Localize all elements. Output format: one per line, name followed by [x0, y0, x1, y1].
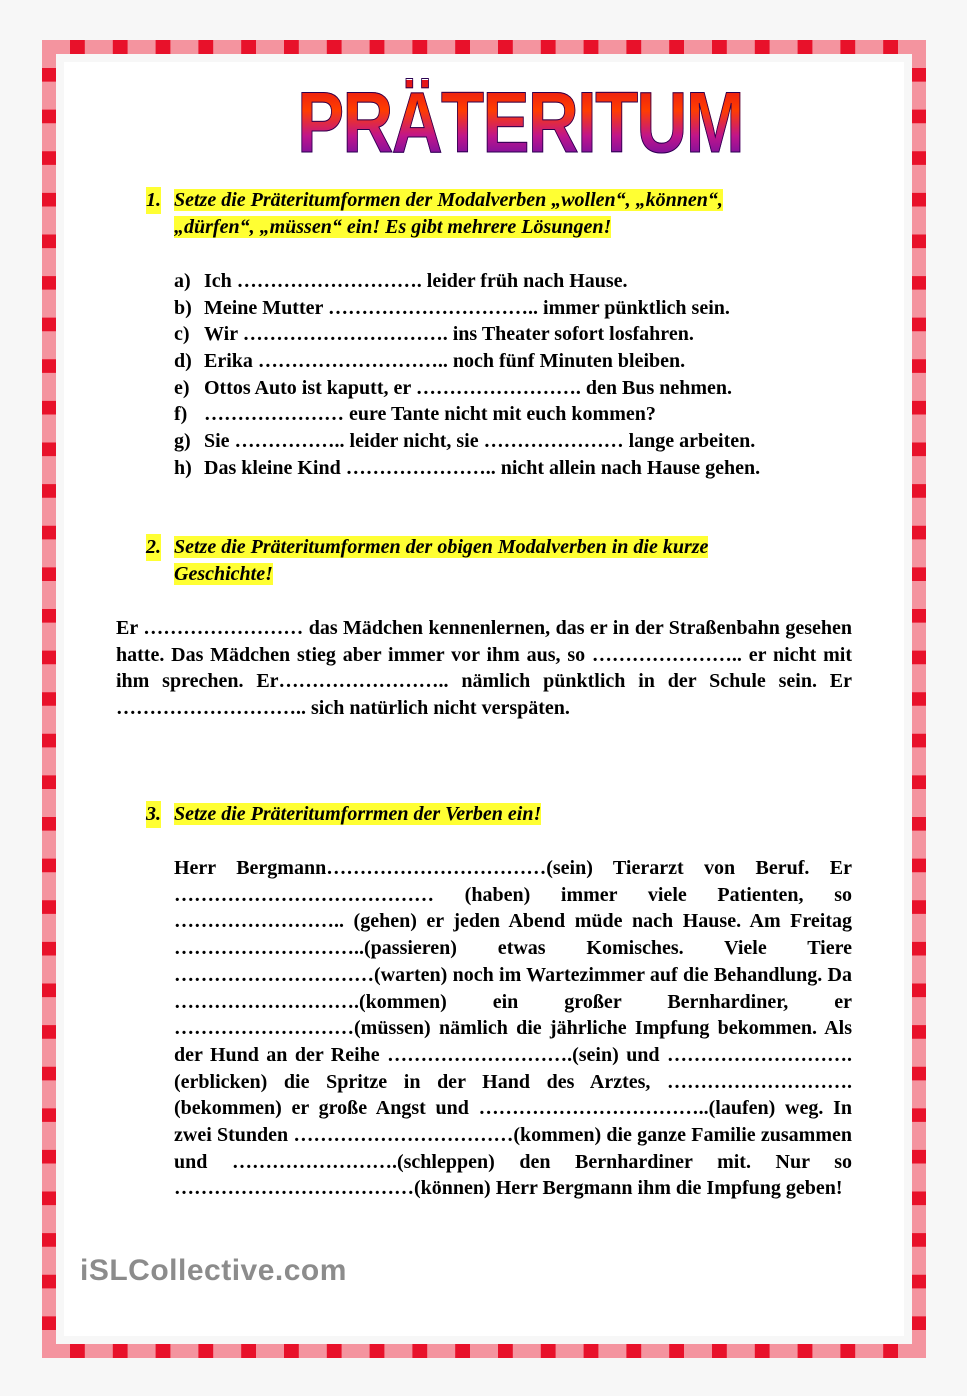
item-text: Ich ………………………. leider früh nach Hause.	[204, 270, 628, 292]
task-1-exercise-list	[174, 268, 760, 482]
item-text: Erika ……………………….. noch fünf Minuten bleiben.	[204, 350, 686, 373]
task-3-line-1: Setze die Präteritumforrmen der Verben ein!	[174, 803, 542, 825]
task-1-number: 1.	[146, 187, 161, 214]
exercise-item	[174, 455, 760, 482]
exercise-item	[174, 295, 760, 322]
worksheet-title: PRÄTERITUM	[94, 80, 947, 166]
item-label: e)	[174, 376, 190, 399]
item-label: a)	[174, 270, 191, 292]
item-label: f)	[174, 403, 188, 426]
task-2-instruction	[146, 534, 708, 588]
task-2-number: 2.	[146, 534, 161, 561]
task-2-line-1: Setze die Präteritumformen der obigen Modalverben in die kurze	[174, 536, 709, 558]
exercise-item	[174, 348, 760, 375]
item-text: ………………… eure Tante nicht mit euch kommen?	[204, 403, 656, 426]
exercise-item	[174, 375, 760, 402]
item-text: Das kleine Kind ………………….. nicht allein nach Hause gehen.	[204, 456, 761, 479]
task-3-instruction	[146, 801, 541, 828]
task-2-story: Er …………………… das Mädchen kennenlernen, das er in der Straßenbahn gesehen hatte. Das Mädchen stieg aber immer vor ihm aus, so ………………….. er nicht mit ihm sprechen. Er…………………….. nämlich pünktlich in der Schule sein. Er ……………………….. sich natürlich nicht verspäten.	[116, 617, 852, 720]
item-label: d)	[174, 350, 192, 373]
task-3-number: 3.	[146, 801, 161, 828]
item-text: Sie …………….. leider nicht, sie ………………… lange arbeiten.	[204, 430, 756, 453]
exercise-item	[174, 268, 760, 295]
item-label: c)	[174, 323, 190, 346]
item-text: Ottos Auto ist kaputt, er ……………………. den Bus nehmen.	[204, 376, 733, 399]
task-1-line-1: Setze die Präteritumformen der Modalverben „wollen“, „können“,	[174, 189, 723, 211]
watermark-logo: iSLCollective.com	[80, 1254, 347, 1287]
task-1-line-2: „dürfen“, „müssen“ ein! Es gibt mehrere Lösungen!	[174, 216, 612, 238]
item-label: b)	[174, 296, 192, 319]
item-text: Meine Mutter ………………………….. immer pünktlich sein.	[204, 296, 730, 319]
item-label: g)	[174, 430, 191, 453]
item-text: Wir …………………………. ins Theater sofort losfahren.	[204, 323, 694, 346]
exercise-item	[174, 401, 760, 428]
task-3-story: Herr Bergmann……………………………(sein) Tierarzt von Beruf. Er ………………………………… (haben) immer viele Patienten, so …………………….. (gehen) er jeden Abend müde nach Hause. Am Freitag ………………………..(passieren) etwas Komisches. Viele Tiere …………………………(warten) noch im Wartezimmer auf die Behandlung. Da ……………………….(kommen) ein großer Bernhardiner, er ………………………(müssen) nämlich die jährliche Impfung bekommen. Als der Hund an der Reihe ……………………….(sein) und ……………………….(erblicken) die Spritze in der Hand des Arztes, ……………………….(bekommen) er große Angst und ……………………………..(laufen) weg. In zwei Stunden ……………………………(kommen) die ganze Familie zusammen und …………………….(schleppen) den Bernhardiner mit. Nur so ………………………………(können) Herr Bergmann ihm die Impfung geben!	[174, 857, 852, 1200]
task-2-line-2: Geschichte!	[174, 563, 273, 585]
item-label: h)	[174, 456, 192, 479]
task-1-instruction	[146, 187, 723, 241]
exercise-item	[174, 321, 760, 348]
exercise-item	[174, 428, 760, 455]
